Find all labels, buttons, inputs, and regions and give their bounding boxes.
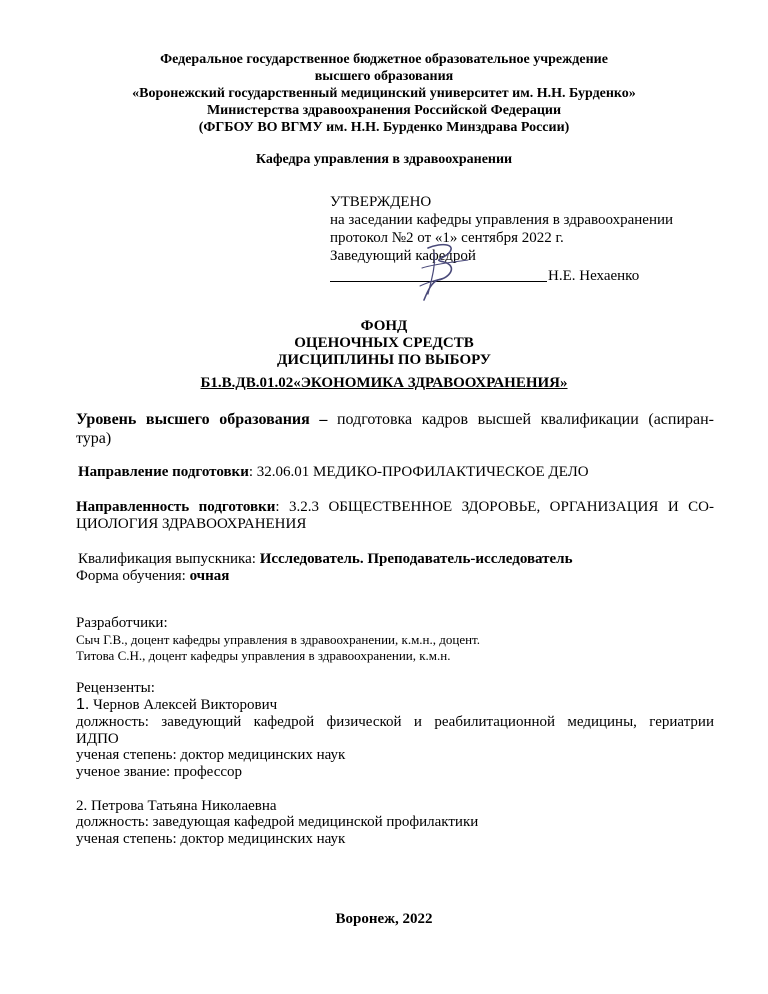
education-level-label: Уровень высшего образования [76, 411, 310, 428]
developer-item: Сыч Г.В., доцент кафедры управления в здравоохранении, к.м.н., доцент. [76, 632, 481, 647]
direction-value: : 32.06.01 МЕДИКО-ПРОФИЛАКТИЧЕСКОЕ ДЕЛО [248, 464, 589, 480]
reviewer-1-name [76, 696, 277, 714]
qualification-label: Квалификация выпускника: [78, 551, 260, 567]
reviewer-1-position-cont: ИДПО [76, 731, 119, 747]
title-line-1: ФОНД [360, 318, 408, 334]
qualification-value: Исследователь. Преподаватель-исследователь [259, 551, 573, 567]
direction [78, 463, 589, 481]
focus [76, 498, 714, 516]
reviewer-1-position: должность: заведующий кафедрой физической и реабилитационной медицины, гериатрии [76, 714, 714, 730]
reviewer-1-degree: ученая степень: доктор медицинских наук [76, 747, 346, 763]
approval-line-2: протокол №2 от «1» сентября 2022 г. [330, 230, 564, 246]
header-line-5: (ФГБОУ ВО ВГМУ им. Н.Н. Бурденко Минздрава России) [198, 120, 570, 135]
reviewer-1-name-text: Чернов Алексей Викторович [89, 697, 278, 713]
developers-label: Разработчики: [76, 615, 168, 631]
title-line-3: ДИСЦИПЛИНЫ ПО ВЫБОРУ [277, 352, 491, 368]
title-line-2: ОЦЕНОЧНЫХ СРЕДСТВ [294, 335, 474, 351]
focus-value: : 3.2.3 ОБЩЕСТВЕННОЕ ЗДОРОВЬЕ, ОРГАНИЗАЦИЯ И СО- [275, 499, 714, 515]
header-line-1: Федеральное государственное бюджетное образовательное учреждение [160, 52, 608, 67]
reviewer-2-name: 2. Петрова Татьяна Николаевна [76, 798, 277, 814]
reviewer-2-degree: ученая степень: доктор медицинских наук [76, 831, 346, 847]
education-level [76, 410, 714, 429]
approval-signer: Н.Е. Нехаенко [548, 268, 640, 284]
study-form-label: Форма обучения: [76, 568, 190, 584]
header-line-4: Министерства здравоохранения Российской Федерации [206, 103, 562, 118]
discipline-code: Б1.В.ДВ.01.02«ЭКОНОМИКА ЗДРАВООХРАНЕНИЯ» [200, 375, 568, 391]
qualification [78, 550, 573, 568]
reviewer-1-title: ученое звание: профессор [76, 764, 243, 780]
focus-label: Направленность подготовки [76, 499, 276, 515]
approval-title: УТВЕРЖДЕНО [330, 194, 432, 210]
approval-line-1: на заседании кафедры управления в здравоохранении [330, 212, 674, 228]
developer-item: Титова С.Н., доцент кафедры управления в здравоохранении, к.м.н. [76, 648, 451, 663]
study-form [76, 567, 229, 585]
focus-value-cont: ЦИОЛОГИЯ ЗДРАВООХРАНЕНИЯ [76, 516, 307, 532]
reviewer-2-position: должность: заведующая кафедрой медицинской профилактики [76, 814, 479, 830]
header-line-2: высшего образования [314, 69, 454, 84]
city-year: Воронеж, 2022 [335, 911, 433, 927]
study-form-value: очная [189, 568, 230, 584]
direction-label: Направление подготовки [78, 464, 249, 480]
reviewers-label: Рецензенты: [76, 680, 155, 696]
education-level-dash: – [309, 411, 337, 428]
handwritten-signature [414, 238, 476, 308]
education-level-value-cont: тура) [76, 430, 112, 447]
education-level-value: подготовка кадров высшей квалификации (аспиран- [336, 411, 715, 428]
header-line-3: «Воронежский государственный медицинский университет им. Н.Н. Бурденко» [132, 86, 636, 101]
approval-line-3: Заведующий кафедрой [330, 248, 476, 264]
department-name: Кафедра управления в здравоохранении [255, 152, 513, 167]
reviewer-1-number: 1. [76, 696, 90, 713]
